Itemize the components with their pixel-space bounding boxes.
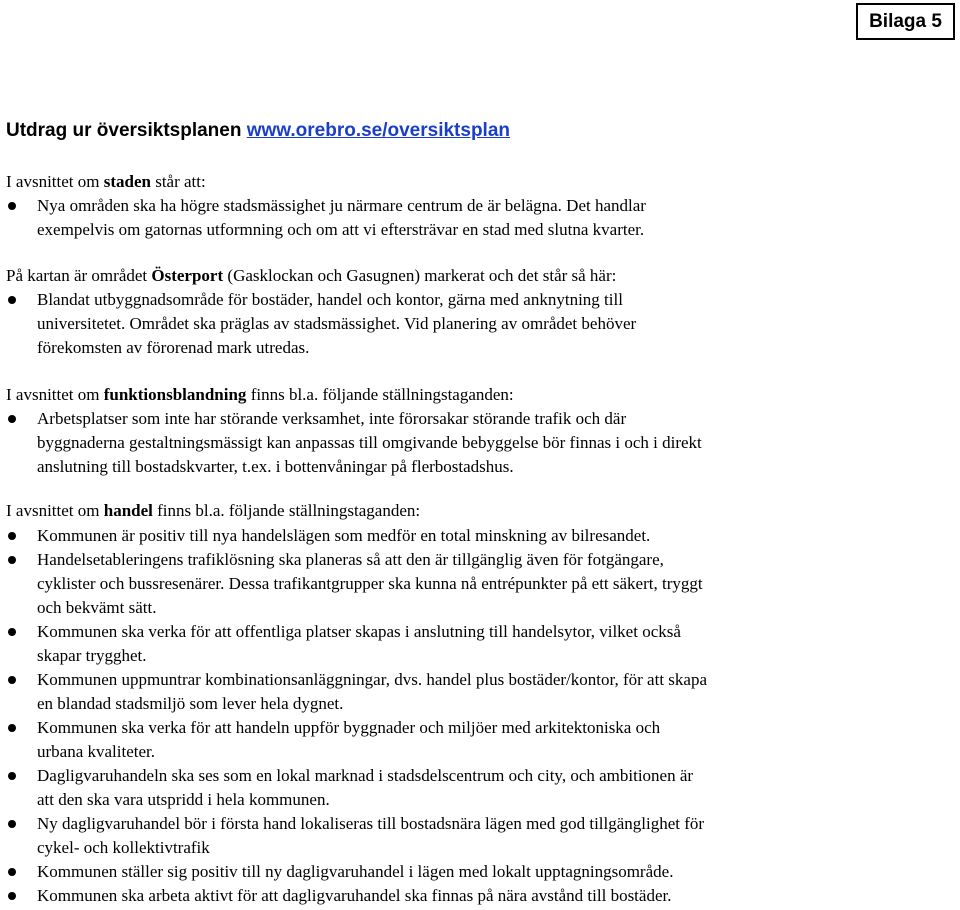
bullet-icon xyxy=(8,724,16,732)
list-item: Kommunen är positiv till nya handelslägen som medför en total minskning av bilresandet. xyxy=(0,524,837,548)
title-text: Utdrag ur översiktsplanen xyxy=(6,120,247,141)
oversiktsplan-link[interactable]: www.orebro.se/oversiktsplan xyxy=(246,120,511,141)
keyword-handel: handel xyxy=(103,501,153,520)
section-intro-handel: I avsnittet om handel finns bl.a. följande ställningstaganden: xyxy=(6,501,421,520)
bullet-icon xyxy=(8,202,16,210)
list-item: Dagligvaruhandeln ska ses som en lokal marknad i stadsdelscentrum och city, och ambitionen är att den ska vara utspridd i hela kommunen. xyxy=(0,764,837,812)
list-item: Arbetsplatser som inte har störande verksamhet, inte förorsakar störande trafik och där byggnaderna gestaltningsmässigt kan anpassas till omgivande bebyggelse bör finnas i och i direkt anslutning till bostadskvarter, t.ex. i bottenvåningar på flerbostadshus. xyxy=(0,407,837,479)
list-item: Nya områden ska ha högre stadsmässighet ju närmare centrum de är belägna. Det handlar exempelvis om gatornas utformning och om att vi eftersträvar en stad med slutna kvarter. xyxy=(0,194,837,242)
appendix-badge: Bilaga 5 xyxy=(856,3,955,40)
bullet-icon xyxy=(8,676,16,684)
bullet-list-funktionsblandning xyxy=(0,407,837,479)
section-intro-staden: I avsnittet om staden står att: xyxy=(6,172,206,191)
bullet-icon xyxy=(8,820,16,828)
bullet-list-handel xyxy=(0,524,837,908)
list-item: Blandat utbyggnadsområde för bostäder, handel och kontor, gärna med anknytning till universitetet. Området ska präglas av stadsmässighet. Vid planering av området behöver förekomsten av förorenad mark utredas. xyxy=(0,288,837,360)
bullet-list-staden xyxy=(0,194,837,242)
bullet-icon xyxy=(8,628,16,636)
bullet-list-osterport xyxy=(0,288,837,360)
bullet-icon xyxy=(8,892,16,900)
bullet-icon xyxy=(8,532,16,540)
list-item: Kommunen ska verka för att handeln uppför byggnader och miljöer med arkitektoniska och urbana kvaliteter. xyxy=(0,716,837,764)
page-title xyxy=(6,119,510,143)
bullet-icon xyxy=(8,868,16,876)
bullet-icon xyxy=(8,556,16,564)
list-item: Kommunen ska arbeta aktivt för att dagligvaruhandel ska finnas på nära avstånd till bostäder. xyxy=(0,884,837,908)
bullet-icon xyxy=(8,772,16,780)
keyword-funktionsblandning: funktionsblandning xyxy=(103,385,247,404)
section-intro-osterport: På kartan är området Österport (Gasklockan och Gasugnen) markerat och det står så här: xyxy=(6,266,617,285)
bullet-icon xyxy=(8,415,16,423)
keyword-staden: staden xyxy=(103,172,151,191)
list-item: Ny dagligvaruhandel bör i första hand lokaliseras till bostadsnära lägen med god tillgänglighet för cykel- och kollektivtrafik xyxy=(0,812,837,860)
section-intro-funktionsblandning: I avsnittet om funktionsblandning finns bl.a. följande ställningstaganden: xyxy=(6,385,514,404)
keyword-osterport: Österport xyxy=(151,266,224,285)
list-item: Kommunen ska verka för att offentliga platser skapas i anslutning till handelsytor, vilket också skapar trygghet. xyxy=(0,620,837,668)
bullet-icon xyxy=(8,296,16,304)
list-item: Kommunen ställer sig positiv till ny dagligvaruhandel i lägen med lokalt upptagningsområde. xyxy=(0,860,837,884)
list-item: Kommunen uppmuntrar kombinationsanläggningar, dvs. handel plus bostäder/kontor, för att skapa en blandad stadsmiljö som lever hela dygnet. xyxy=(0,668,837,716)
list-item: Handelsetableringens trafiklösning ska planeras så att den är tillgänglig även för fotgängare, cyklister och bussresenärer. Dessa trafikantgrupper ska kunna nå entrépunkter på ett säkert, tryggt och bekvämt sätt. xyxy=(0,548,837,620)
